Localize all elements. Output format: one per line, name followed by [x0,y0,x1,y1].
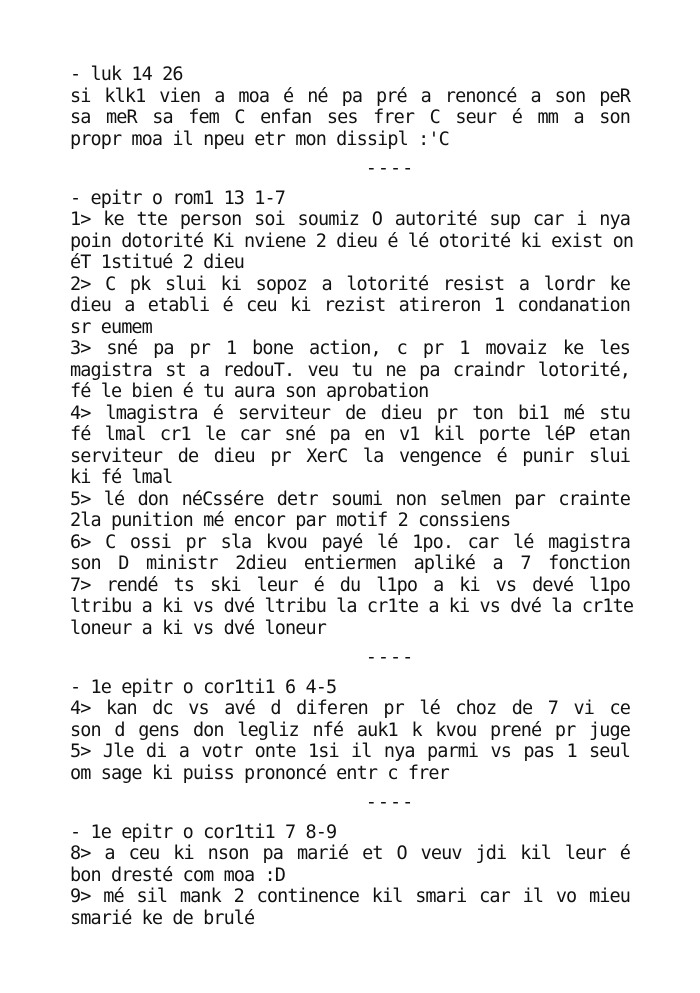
text-line: sa meR sa fem C enfan ses frer C seur é mm a son [70,107,630,128]
text-line: 8> a ceu ki nson pa marié et O veuv jdi kil leur é [70,843,630,864]
text-line: propr moa il npeu etr mon dissipl :'C [70,128,449,150]
text-line: 5> Jle di a votr onte 1si il nya parmi vs pas 1 seul [70,741,630,762]
text-line: 1> ke tte person soi soumiz O autorité sup car i nya [70,209,630,230]
section-heading: - 1e epitr o cor1ti1 6 4-5 [70,676,337,698]
text-line: fé lmal cr1 le car sné pa en v1 kil porte léP etan [70,424,630,445]
text-line: fé le bien é tu aura son aprobation [70,381,429,402]
section-heading: - 1e epitr o cor1ti1 7 8-9 [70,821,337,843]
text-line: serviteur de dieu pr XerC la vengence é punir slui [70,445,630,467]
text-line: smarié ke de brulé [70,907,255,929]
section-separator: ---- [365,158,415,179]
text-line: son D ministr 2dieu entiermen apliké a 7 fonction [70,553,630,574]
text-line: 4> kan dc vs avé d diferen pr lé choz de 7 vi ce [70,698,630,719]
spacer [70,180,630,188]
text-line: loneur a ki vs dvé loneur [70,617,326,639]
section-romains [70,187,634,640]
text-line: sr eumem [70,316,152,338]
text-line: 2la punition mé encor par motif 2 conssiens [70,510,511,531]
section-heading: - epitr o rom1 13 1-7 [70,187,285,209]
text-line: magistra st a redouT. veu tu ne pa craindr lotorité, [70,359,630,381]
spacer [70,784,630,792]
spacer [70,150,630,158]
section-corinthiens-7 [70,822,630,930]
text-line: 7> rendé ts ski leur é du l1po a ki vs devé l1po [70,574,630,596]
text-line: bon dresté com moa :D [70,864,285,886]
text-line: ltribu a ki vs dvé ltribu la cr1te a ki vs dvé la cr1te [70,596,634,617]
text-line: om sage ki puiss prononcé entr c frer [70,762,449,784]
text-line: éT 1stitué 2 dieu [70,252,245,273]
section-separator: ---- [365,792,415,813]
document-page [70,64,634,929]
section-heading: - luk 14 26 [70,64,183,85]
section-luk [70,64,630,150]
section-separator: ---- [365,647,415,668]
text-line: ki fé lmal [70,467,173,488]
section-corinthiens-6 [70,677,630,785]
text-line: 4> lmagistra é serviteur de dieu pr ton bi1 mé stu [70,402,630,424]
text-line: 9> mé sil mank 2 continence kil smari car il vo mieu [70,886,630,907]
text-line: son d gens don legliz nfé auk1 k kvou prené pr juge [70,719,630,741]
text-line: dieu a etabli é ceu ki rezist atireron 1 condanation [70,295,630,316]
text-line: poin dotorité Ki nviene 2 dieu é lé otorité ki exist on [70,230,634,252]
spacer [70,639,630,647]
spacer [70,814,630,822]
text-line: 6> C ossi pr sla kvou payé lé 1po. car lé magistra [70,531,630,553]
text-line: 3> sné pa pr 1 bone action, c pr 1 movaiz ke les [70,338,630,359]
text-line: si klk1 vien a moa é né pa pré a renoncé a son peR [70,85,630,107]
spacer [70,669,630,677]
text-line: 2> C pk slui ki sopoz a lotorité resist a lordr ke [70,273,630,295]
text-line: 5> lé don néCssére detr soumi non selmen par crainte [70,488,630,510]
